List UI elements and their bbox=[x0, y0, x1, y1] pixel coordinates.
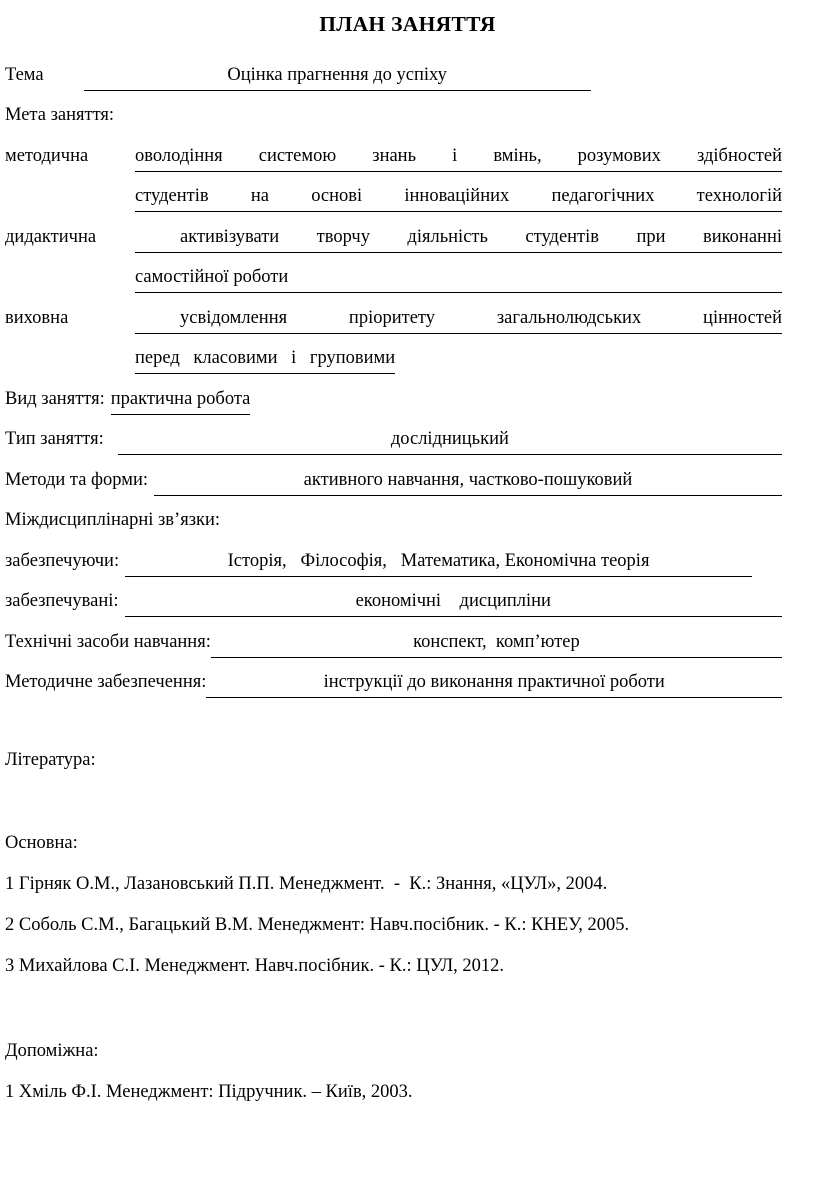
field-vyd-zaniattia bbox=[5, 374, 782, 415]
field-zabezpechuvani-value: економічні дисципліни bbox=[125, 590, 782, 617]
field-vykhovna-label: виховна bbox=[5, 307, 69, 328]
lesson-plan-fields bbox=[5, 50, 782, 698]
field-zabezpechuvani bbox=[5, 577, 782, 618]
field-typ-zaniattia bbox=[5, 415, 782, 456]
field-vykhovna bbox=[5, 293, 782, 334]
literature-main-heading: Основна: bbox=[5, 833, 78, 853]
literature-item: 2 Соболь С.М., Багацький В.М. Менеджмент: Навч.посібник. - К.: КНЕУ, 2005. bbox=[5, 915, 630, 935]
literature-item: 3 Михайлова С.І. Менеджмент. Навч.посібник. - К.: ЦУЛ, 2012. bbox=[5, 956, 505, 976]
field-meta-label: Мета заняття: bbox=[5, 105, 115, 125]
field-tekhnichni-label: Технічні засоби навчання: bbox=[5, 631, 211, 652]
field-mizhdystsyplinarni-label: Міждисциплінарні зв’язки: bbox=[5, 510, 221, 530]
field-metody-label: Методи та форми: bbox=[5, 469, 149, 490]
field-typ-label: Тип заняття: bbox=[5, 429, 104, 449]
field-metodychna-value-line1: оволодіння системою знань і вмінь, розумових здібностей bbox=[135, 145, 782, 172]
field-dydaktychna bbox=[5, 212, 782, 253]
spacer bbox=[5, 698, 810, 740]
field-metody-value: активного навчання, частково-пошуковий bbox=[154, 469, 782, 496]
field-tema-label: Тема bbox=[5, 64, 44, 85]
literature-heading: Література: bbox=[5, 750, 96, 770]
field-metodychne-zabezpechennia bbox=[5, 658, 782, 699]
field-metodychne-value: інструкції до виконання практичної роботи bbox=[206, 671, 782, 698]
spacer bbox=[5, 781, 810, 823]
field-metodychna-value-line2: студентів на основі інноваційних педагогічних технологій bbox=[135, 185, 782, 212]
field-mizhdystsyplinarni bbox=[5, 496, 782, 537]
literature-secondary-heading: Допоміжна: bbox=[5, 1041, 99, 1061]
field-vykhovna-continuation bbox=[5, 334, 782, 375]
field-vykhovna-value-line1: усвідомлення пріоритету загальнолюдських цінностей bbox=[135, 307, 782, 334]
field-tema-value: Оцінка прагнення до успіху bbox=[84, 64, 591, 91]
field-dydaktychna-value-line2: самостійної роботи bbox=[135, 266, 782, 293]
field-tema bbox=[5, 50, 782, 91]
field-vyd-value: практична робота bbox=[111, 388, 251, 415]
spacer bbox=[5, 987, 810, 1031]
field-zabezpechuyuchy bbox=[5, 536, 782, 577]
document-title: ПЛАН ЗАНЯТТЯ bbox=[319, 12, 496, 36]
field-metody-formy bbox=[5, 455, 782, 496]
field-zabezpechuyuchy-value: Історія, Філософія, Математика, Економічна теорія bbox=[125, 550, 752, 577]
field-tekhnichni-value: конспект, комп’ютер bbox=[211, 631, 782, 658]
literature-item: 1 Хміль Ф.І. Менеджмент: Підручник. – Київ, 2003. bbox=[5, 1082, 413, 1102]
field-dydaktychna-continuation bbox=[5, 253, 782, 294]
field-vykhovna-value-line2: перед класовими і груповими bbox=[135, 347, 395, 374]
field-tekhnichni-zasoby bbox=[5, 617, 782, 658]
field-typ-value: дослідницький bbox=[118, 428, 782, 455]
field-metodychna bbox=[5, 131, 782, 172]
field-vyd-label: Вид заняття: bbox=[5, 388, 105, 409]
field-dydaktychna-value-line1: активізувати творчу діяльність студентів при виконанні bbox=[135, 226, 782, 253]
field-dydaktychna-label: дидактична bbox=[5, 226, 97, 247]
field-metodychna-continuation bbox=[5, 172, 782, 213]
field-meta-zaniattia bbox=[5, 91, 782, 132]
literature-item: 1 Гірняк О.М., Лазановський П.П. Менеджмент. - К.: Знання, «ЦУЛ», 2004. bbox=[5, 874, 608, 894]
field-metodychna-label: методична bbox=[5, 145, 89, 166]
field-zabezpechuvani-label: забезпечувані: bbox=[5, 591, 119, 611]
field-metodychne-label: Методичне забезпечення: bbox=[5, 672, 207, 692]
field-zabezpechuyuchy-label: забезпечуючи: bbox=[5, 550, 120, 571]
